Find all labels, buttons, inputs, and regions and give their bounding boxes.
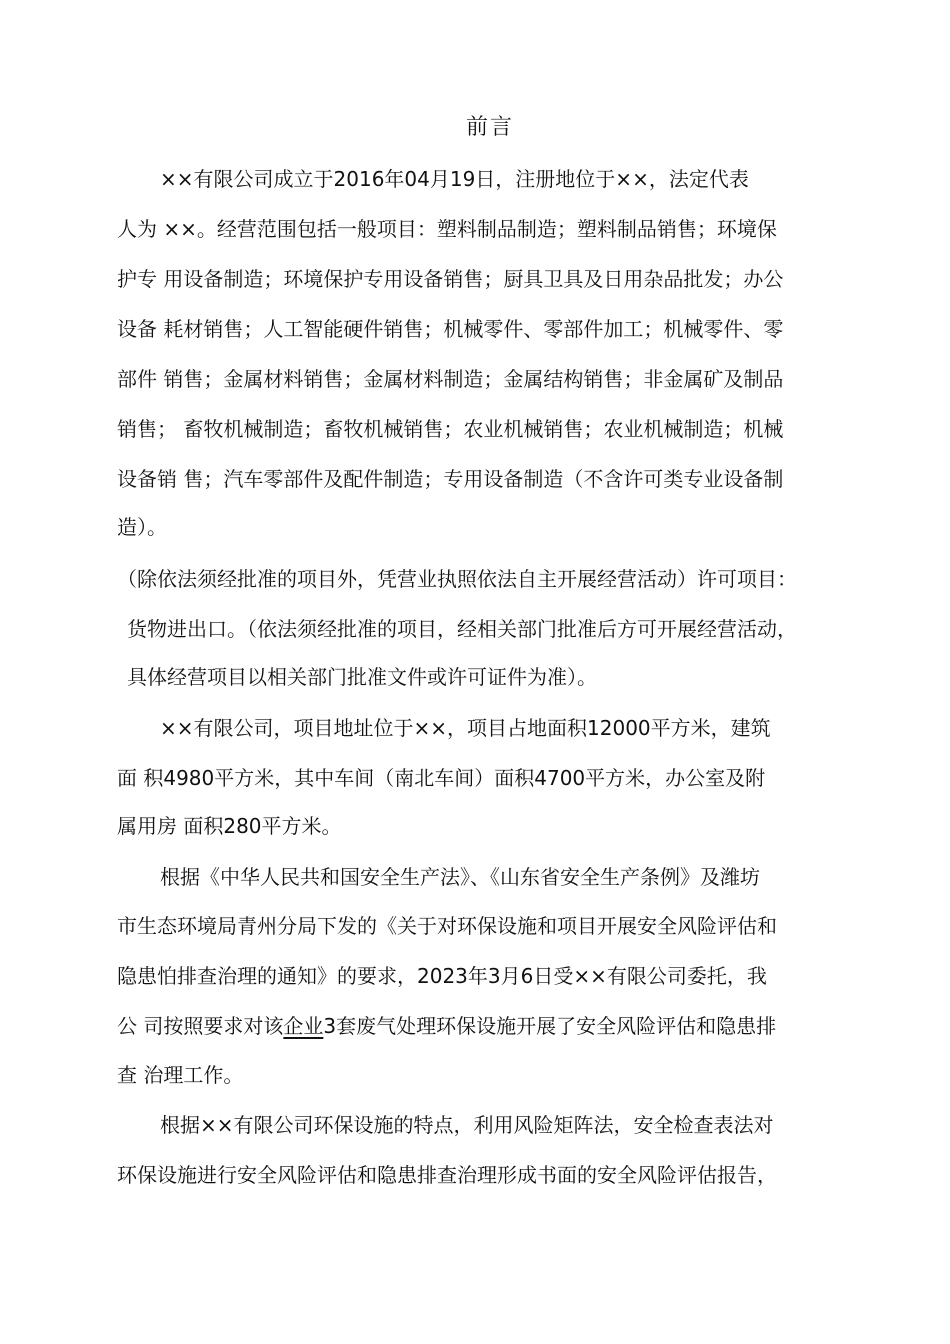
text-line: 部件 销售；金属材料销售；金属材料制造；金属结构销售；非金属矿及制品: [117, 367, 784, 391]
text-line: 人为 ××。经营范围包括一般项目：塑料制品制造；塑料制品销售；环境保: [117, 217, 777, 241]
text-line: 造）。: [117, 515, 167, 539]
text-segment: 3套废气处理环保设施开展了安全风险评估和隐患排: [323, 1014, 777, 1038]
text-line: ××有限公司成立于2016年04月19日，注册地位于××，法定代表: [160, 167, 749, 191]
text-line: （除依法须经批准的项目外，凭营业执照依法自主开展经营活动）许可项目：: [117, 567, 797, 591]
text-line: [117, 1011, 776, 1041]
text-line: 隐患怕排查治理的通知》的要求，2023年3月6日受××有限公司委托，我: [117, 964, 767, 988]
underlined-text: 企业: [283, 1014, 324, 1038]
text-line: 属用房 面积280平方米。: [117, 814, 342, 838]
text-line: 设备销 售；汽车零部件及配件制造；专用设备制造（不含许可类专业设备制: [117, 467, 784, 491]
text-line: 根据《中华人民共和国安全生产法》、《山东省安全生产条例》及潍坊: [160, 865, 760, 889]
text-line: 面 积4980平方米，其中车间（南北车间）面积4700平方米，办公室及附: [117, 766, 766, 790]
page-title: 前言: [465, 115, 514, 140]
text-line: 环保设施进行安全风险评估和隐患排查治理形成书面的安全风险评估报告，: [117, 1163, 777, 1187]
text-line: 市生态环境局青州分局下发的《关于对环保设施和项目开展安全风险评估和: [117, 914, 777, 938]
text-line: 设备 耗材销售；人工智能硬件销售；机械零件、零部件加工；机械零件、零: [117, 317, 784, 341]
text-line: 具体经营项目以相关部门批准文件或许可证件为准）。: [127, 665, 597, 689]
text-line: ××有限公司，项目地址位于××，项目占地面积12000平方米，建筑: [160, 716, 771, 740]
text-line: 查 治理工作。: [117, 1063, 244, 1087]
text-line: 货物进出口。（依法须经批准的项目，经相关部门批准后方可开展经营活动，: [127, 617, 797, 641]
text-line: 销售； 畜牧机械制造；畜牧机械销售；农业机械销售；农业机械制造；机械: [117, 417, 784, 441]
text-segment: 公 司按照要求对该: [117, 1014, 284, 1038]
text-line: 根据××有限公司环保设施的特点，利用风险矩阵法，安全检查表法对: [160, 1113, 774, 1137]
text-line: 护专 用设备制造；环境保护专用设备销售；厨具卫具及日用杂品批发；办公: [117, 267, 784, 291]
